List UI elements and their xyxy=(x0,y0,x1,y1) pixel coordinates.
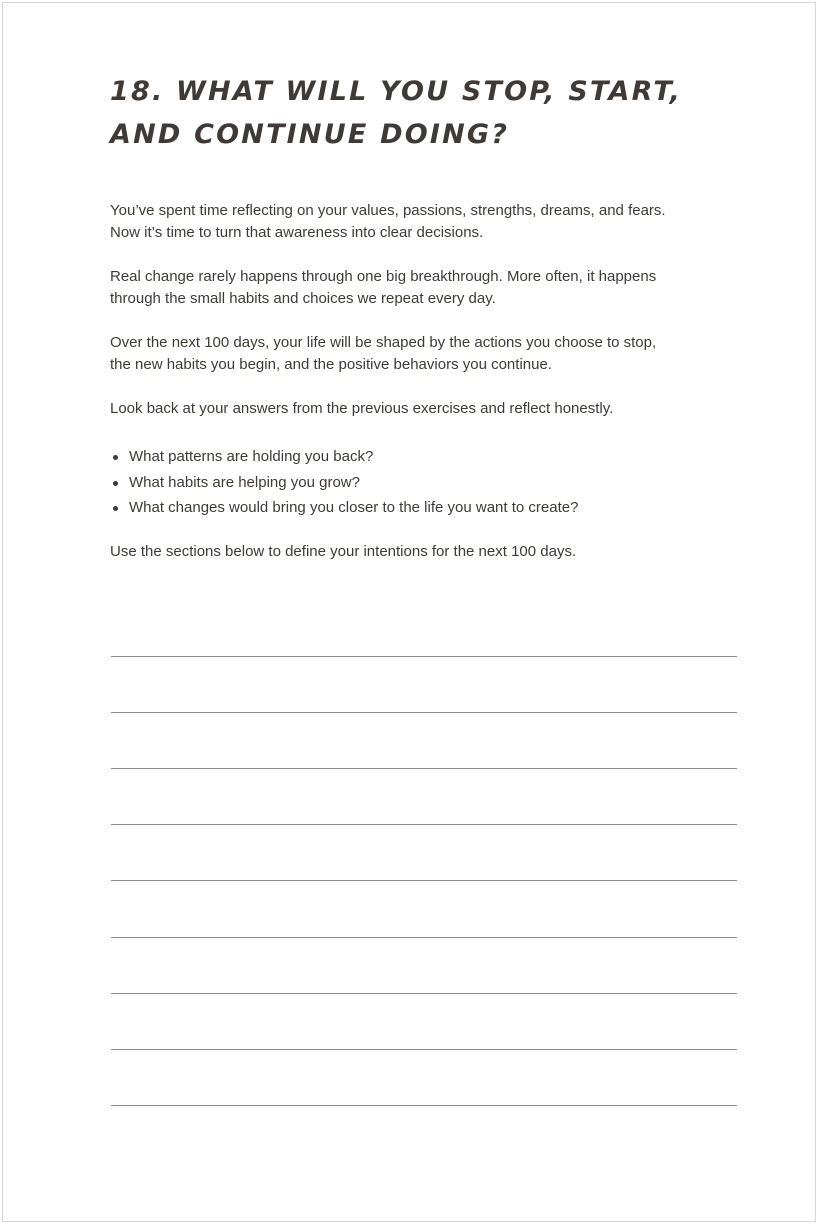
question-text: What habits are helping you grow? xyxy=(129,473,360,491)
writing-line[interactable] xyxy=(111,937,737,938)
title-line-1: 18. WHAT WILL YOU STOP, START, xyxy=(110,76,683,107)
text-line: the new habits you begin, and the positive behaviors you continue. xyxy=(110,356,552,373)
question-text: What changes would bring you closer to the life you want to create? xyxy=(129,499,579,516)
writing-line[interactable] xyxy=(111,824,737,825)
text-line: Real change rarely happens through one big breakthrough. More often, it happens xyxy=(110,268,657,285)
text-line: Look back at your answers from the previous exercises and reflect honestly. xyxy=(110,400,614,417)
question-text: What patterns are holding you back? xyxy=(129,448,374,465)
writing-line[interactable] xyxy=(111,768,737,769)
writing-line[interactable] xyxy=(111,993,737,994)
writing-area[interactable] xyxy=(111,0,737,1226)
writing-line[interactable] xyxy=(111,712,737,713)
title-line-2: AND CONTINUE DOING? xyxy=(110,119,510,150)
text-line: Now it’s time to turn that awareness into clear decisions. xyxy=(110,224,484,241)
writing-line[interactable] xyxy=(111,1105,737,1106)
writing-line[interactable] xyxy=(111,1049,737,1050)
text-line: You’ve spent time reflecting on your values, passions, strengths, dreams, and fears. xyxy=(110,202,666,219)
text-line: through the small habits and choices we repeat every day. xyxy=(110,290,496,307)
writing-line[interactable] xyxy=(111,880,737,881)
text-line: Use the sections below to define your intentions for the next 100 days. xyxy=(110,543,577,560)
writing-line[interactable] xyxy=(111,656,737,657)
text-line: Over the next 100 days, your life will be shaped by the actions you choose to stop, xyxy=(110,334,657,351)
